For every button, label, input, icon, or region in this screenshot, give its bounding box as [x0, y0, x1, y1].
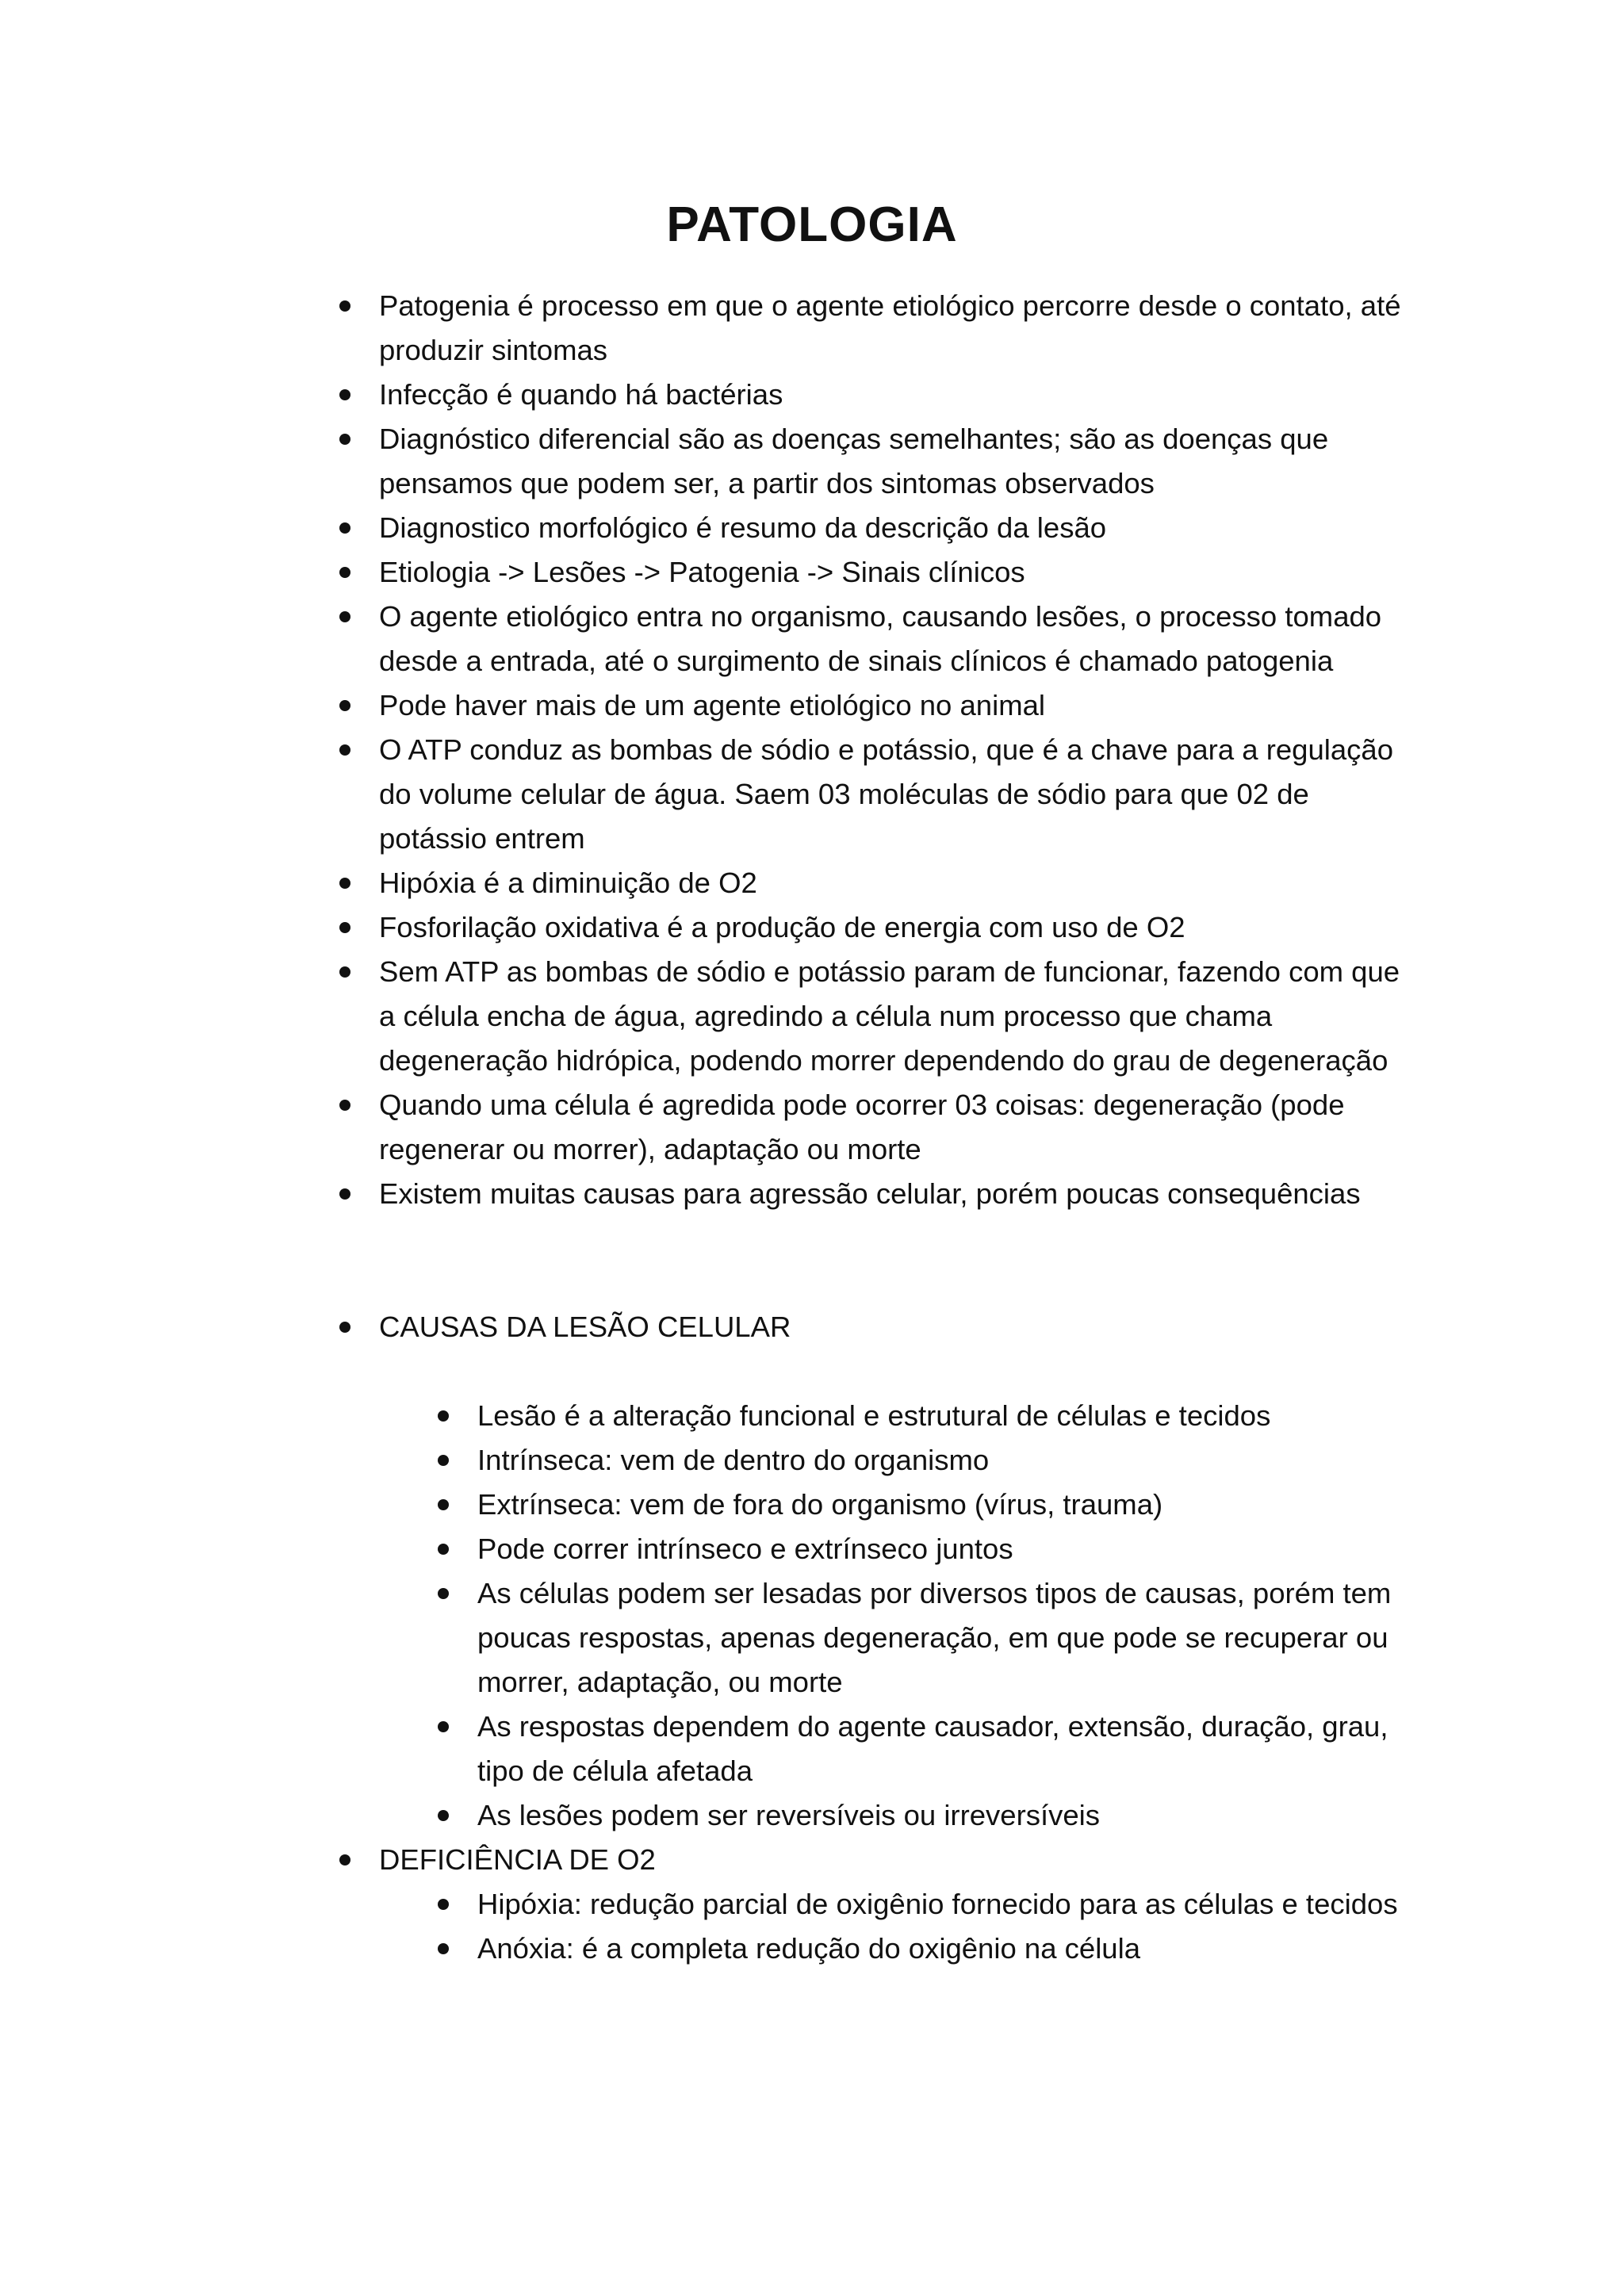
list-item	[379, 506, 1410, 550]
list-item-text: Patogenia é processo em que o agente etiológico percorre desde o contato, até produzir sintomas	[379, 289, 1401, 366]
list-item	[379, 1083, 1410, 1172]
sub-bullet-list-deficiencia	[477, 1882, 1410, 1971]
section-heading-deficiencia	[379, 1838, 1410, 1882]
bullet-icon	[438, 1455, 449, 1466]
list-item-text: Existem muitas causas para agressão celular, porém poucas consequências	[379, 1177, 1361, 1210]
sub-list-item	[477, 1394, 1410, 1438]
bullet-icon	[339, 1322, 350, 1333]
list-item-text: Quando uma célula é agredida pode ocorrer 03 coisas: degeneração (pode regenerar ou morrer), adaptação ou morte	[379, 1089, 1345, 1165]
sub-list-item-text: Anóxia: é a completa redução do oxigênio na célula	[477, 1932, 1141, 1965]
sub-list-item-text: Intrínseca: vem de dentro do organismo	[477, 1444, 990, 1476]
list-item	[379, 550, 1410, 595]
list-item	[379, 284, 1410, 373]
list-item-text: Sem ATP as bombas de sódio e potássio param de funcionar, fazendo com que a célula encha de água, agredindo a célula num processo que chama degeneração hidrópica, podendo morrer dependendo do grau de degeneração	[379, 955, 1400, 1077]
sub-list-item-text: As células podem ser lesadas por diversos tipos de causas, porém tem poucas respostas, apenas degeneração, em que pode se recuperar ou morrer, adaptação, ou morte	[477, 1577, 1392, 1698]
sub-list-item-text: Hipóxia: redução parcial de oxigênio fornecido para as células e tecidos	[477, 1888, 1398, 1920]
bullet-icon	[438, 1810, 449, 1821]
sub-bullet-list-causas	[477, 1394, 1410, 1838]
bullet-icon	[339, 700, 350, 711]
section-heading-text: DEFICIÊNCIA DE O2	[379, 1843, 656, 1876]
bullet-icon	[339, 567, 350, 578]
list-item-text: O ATP conduz as bombas de sódio e potássio, que é a chave para a regulação do volume celular de água. Saem 03 moléculas de sódio para que 02 de potássio entrem	[379, 733, 1394, 855]
bullet-icon	[438, 1410, 449, 1422]
bullet-icon	[438, 1499, 449, 1510]
bullet-icon	[339, 966, 350, 978]
list-item	[379, 728, 1410, 861]
bullet-icon	[339, 1188, 350, 1200]
sub-list-item	[477, 1927, 1410, 1971]
sub-list-item	[477, 1705, 1410, 1793]
list-item	[379, 1172, 1410, 1216]
sub-list-container	[379, 1394, 1410, 1838]
sub-list-item-text: Pode correr intrínseco e extrínseco juntos	[477, 1533, 1013, 1565]
list-item-text: Diagnóstico diferencial são as doenças semelhantes; são as doenças que pensamos que podem ser, a partir dos sintomas observados	[379, 423, 1329, 499]
sub-list-container	[379, 1882, 1410, 1971]
sub-list-item	[477, 1882, 1410, 1927]
blank-space	[379, 1216, 1410, 1305]
page-title: PATOLOGIA	[666, 197, 958, 252]
list-item	[379, 373, 1410, 417]
section-heading-causas	[379, 1305, 1410, 1349]
bullet-icon	[339, 434, 350, 445]
sub-list-item-text: As lesões podem ser reversíveis ou irreversíveis	[477, 1799, 1101, 1831]
list-item-text: Hipóxia é a diminuição de O2	[379, 867, 757, 899]
bullet-icon	[339, 878, 350, 889]
list-item	[379, 683, 1410, 728]
list-item-text: Etiologia -> Lesões -> Patogenia -> Sinais clínicos	[379, 556, 1025, 588]
sub-list-item	[477, 1571, 1410, 1705]
list-item	[379, 417, 1410, 506]
bullet-icon	[339, 1854, 350, 1866]
list-item	[379, 950, 1410, 1083]
bullet-icon	[438, 1544, 449, 1555]
bullet-icon	[339, 922, 350, 933]
bullet-icon	[339, 1100, 350, 1111]
sub-list-item-text: As respostas dependem do agente causador, extensão, duração, grau, tipo de célula afetada	[477, 1710, 1388, 1787]
list-item-text: Fosforilação oxidativa é a produção de energia com uso de O2	[379, 911, 1185, 943]
bullet-icon	[339, 389, 350, 400]
sub-list-item-text: Extrínseca: vem de fora do organismo (vírus, trauma)	[477, 1488, 1163, 1521]
list-item	[379, 595, 1410, 683]
list-item-text: Diagnostico morfológico é resumo da descrição da lesão	[379, 511, 1107, 544]
sub-list-item	[477, 1438, 1410, 1483]
sub-list-item	[477, 1527, 1410, 1571]
bullet-icon	[339, 522, 350, 534]
bullet-icon	[339, 744, 350, 756]
list-item-text: O agente etiológico entra no organismo, causando lesões, o processo tomado desde a entrada, até o surgimento de sinais clínicos é chamado patogenia	[379, 600, 1382, 677]
sub-list-item	[477, 1483, 1410, 1527]
sub-list-item-text: Lesão é a alteração funcional e estrutural de células e tecidos	[477, 1399, 1271, 1432]
list-item	[379, 861, 1410, 905]
bullet-icon	[339, 300, 350, 312]
bullet-icon	[438, 1588, 449, 1599]
list-item-text: Infecção é quando há bactérias	[379, 378, 783, 411]
main-bullet-list	[379, 284, 1410, 1971]
bullet-icon	[438, 1721, 449, 1732]
bullet-icon	[438, 1899, 449, 1910]
list-item	[379, 905, 1410, 950]
bullet-icon	[438, 1943, 449, 1954]
blank-space	[379, 1349, 1410, 1394]
sub-list-item	[477, 1793, 1410, 1838]
section-heading-text: CAUSAS DA LESÃO CELULAR	[379, 1311, 791, 1343]
bullet-icon	[339, 611, 350, 622]
list-item-text: Pode haver mais de um agente etiológico no animal	[379, 689, 1046, 721]
